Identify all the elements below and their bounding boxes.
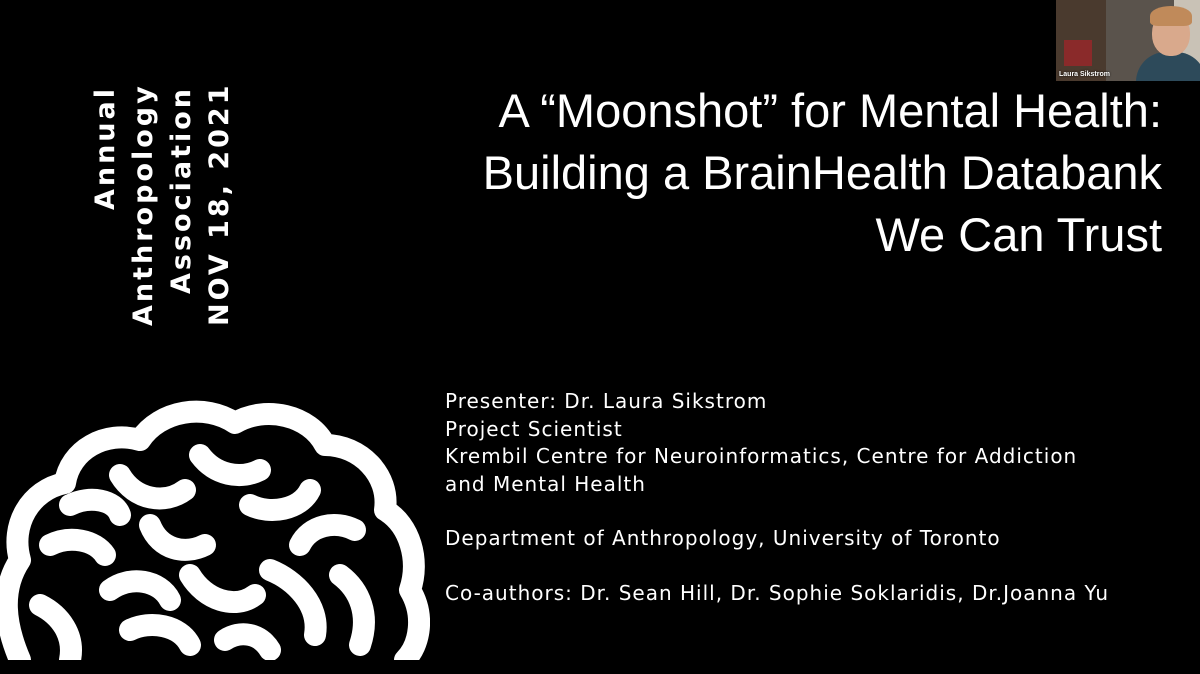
side-text-date: NOV 18, 2021 [204, 82, 235, 326]
participant-video-tile[interactable] [1056, 0, 1200, 81]
slide-title [362, 80, 1162, 266]
side-text-line-2: Anthropology [128, 83, 159, 326]
title-line-3: We Can Trust [875, 208, 1162, 261]
role-line: Project Scientist [445, 416, 623, 441]
title-line-2: Building a BrainHealth Databank [482, 146, 1162, 199]
coauthors-line: Co-authors: Dr. Sean Hill, Dr. Sophie Soklaridis, Dr.Joanna Yu [445, 580, 1110, 605]
affiliation-line-2: and Mental Health [445, 471, 646, 496]
conference-label [88, 82, 240, 326]
affiliation-line-1: Krembil Centre for Neuroinformatics, Centre for Addiction [445, 444, 1078, 468]
participant-name-label: Laura Sikstrom [1059, 71, 1110, 78]
title-line-1: A “Moonshot” for Mental Health: [498, 84, 1162, 137]
presenter-info [445, 388, 1185, 607]
brain-icon [0, 375, 430, 660]
department-line: Department of Anthropology, University of Toronto [445, 526, 1001, 550]
side-text-line-3: Association [166, 86, 197, 294]
side-text-line-1: Annual [90, 86, 121, 211]
presenter-line: Presenter: Dr. Laura Sikstrom [445, 389, 768, 413]
